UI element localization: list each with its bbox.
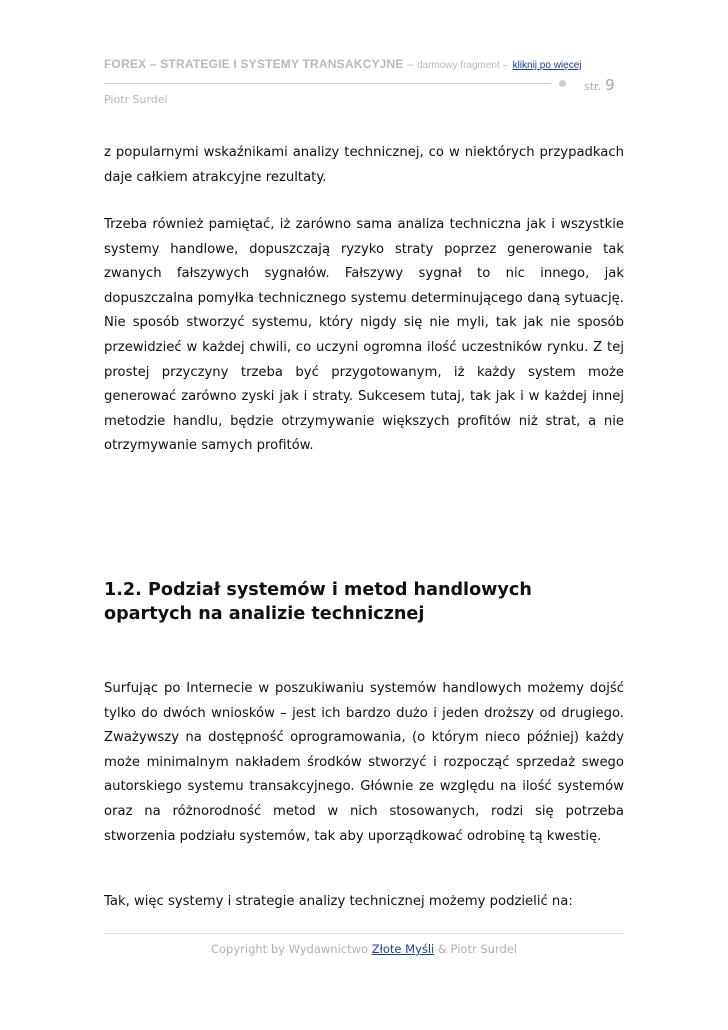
page-footer xyxy=(104,942,624,956)
more-link[interactable]: kliknij po więcej xyxy=(512,60,582,71)
title-separator: – xyxy=(403,57,417,71)
publisher-link[interactable]: Złote Myśli xyxy=(371,942,435,956)
section-heading: 1.2. Podział systemów i metod handlowych opartych na analizie technicznej xyxy=(104,580,532,624)
header-title-line xyxy=(104,55,581,73)
paragraph-4: Tak, więc systemy i strategie analizy technicznej możemy podzielić na: xyxy=(104,894,573,909)
footer-author: Piotr Surdel xyxy=(450,942,518,956)
header-rule xyxy=(104,83,551,84)
copyright-text: Copyright by Wydawnictwo xyxy=(210,942,372,956)
free-fragment-label: darmowy fragment – xyxy=(416,60,509,71)
book-title: FOREX – STRATEGIE I SYSTEMY TRANSAKCYJNE xyxy=(104,57,404,71)
header-author: Piotr Surdel xyxy=(104,93,168,106)
paragraph-1: z popularnymi wskaźnikami analizy technicznej, co w niektórych przypadkach daje całkiem atrakcyjne rezultaty. xyxy=(104,145,624,185)
paragraph-2: Trzeba również pamiętać, iż zarówno sama analiza techniczna jak i wszystkie systemy handlowe, dopuszczają ryzyko straty poprzez generowanie tak zwanych fałszywych sygnałów. Fałszywy sygnał to nic innego, jak dopuszczalna pomyłka technicznego systemu determinującego daną sytuację. Nie sposób stworzyć systemu, który nigdy się nie myli, tak jak nie sposób przewidzieć w każdej chwili, co uczyni ogromna ilość uczestników rynku. Z tej prostej przyczyny trzeba być przygotowanym, iż każdy system może generować zarówno zyski jak i straty. Sukcesem tutaj, tak jak i w każdej innej metodzie handlu, będzie otrzymywanie większych profitów niż strat, a nie otrzymywanie samych profitów. xyxy=(104,217,624,454)
footer-rule xyxy=(104,933,624,934)
page-label: str. xyxy=(584,80,602,93)
page-number-value: 9 xyxy=(605,76,615,94)
page-number xyxy=(584,75,615,94)
paragraph-3: Surfując po Internecie w poszukiwaniu systemów handlowych możemy dojść tylko do dwóch wniosków – jest ich bardzo dużo i jeden droższy od drugiego. Zważywszy na dostępność oprogramowania, (o którym nieco później) każdy może minimalnym nakładem środków stworzyć i rozpocząć sprzedaż swego autorskiego systemu transakcyjnego. Głównie ze względu na ilość systemów oraz na różnorodność metod w nich stosowanych, rodzi się potrzeba stworzenia podziału systemów, tak aby uporządkować odrobinę tą kwestię. xyxy=(104,681,624,844)
header-bullet-icon xyxy=(559,80,566,87)
footer-connector: & xyxy=(434,942,451,956)
page-header xyxy=(104,55,624,115)
